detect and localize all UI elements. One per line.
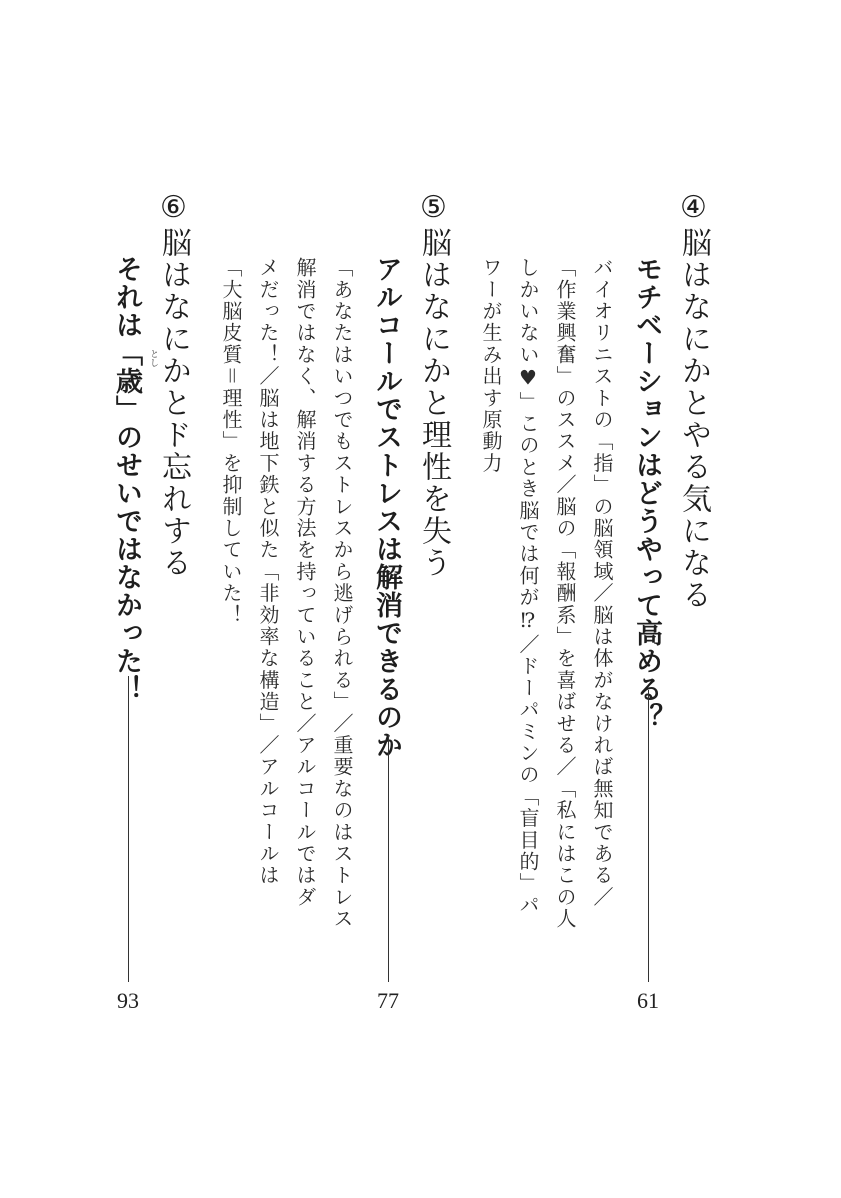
- chapter-6-title: ⑥脳はなにかとド忘れする: [156, 190, 191, 579]
- chapter-4-title: ④脳はなにかとやる気になる: [676, 190, 711, 611]
- chapter-4-description-line-1: バイオリニストの「指」の脳領域／脳は体がなければ無知である／: [590, 257, 614, 908]
- chapter-4-page-number: 61: [637, 988, 659, 1013]
- chapter-4-leader-rule: [648, 690, 649, 982]
- chapter-5-page-number: 77: [377, 988, 399, 1013]
- chapter-5-description-line-3: メだった！／脳は地下鉄と似た「非効率な構造」／アルコールは: [256, 257, 280, 887]
- chapter-5-title: ⑤脳はなにかと理性を失う: [416, 190, 451, 579]
- chapter-6-leader-rule: [128, 676, 129, 982]
- chapter-6-page-number: 93: [117, 988, 139, 1013]
- chapter-6-heading: それは「歳」のせいではなかった！: [111, 255, 142, 703]
- chapter-4-description-line-3: しかいない♥」このとき脳では何が⁉／ドーパミンの「盲目的」パ: [516, 257, 540, 916]
- chapter-4-heading: モチベーションはどうやって高める？: [631, 255, 662, 731]
- chapter-5-leader-rule: [388, 735, 389, 982]
- chapter-5-heading: アルコールでストレスは解消できるのか: [371, 255, 402, 759]
- chapter-5-description-line-4: 「大脳皮質＝理性」を抑制していた！: [219, 257, 243, 626]
- chapter-6-heading-ruby: とし: [148, 349, 158, 367]
- chapter-4-description-line-2: 「作業興奮」のススメ／脳の「報酬系」を喜ばせる／「私にはこの人: [553, 257, 577, 930]
- chapter-5-description-line-2: 解消ではなく、解消する方法を持っていること／アルコールではダ: [293, 257, 317, 908]
- chapter-4-description-line-4: ワーが生み出す原動力: [479, 257, 503, 474]
- chapter-5-description-line-1: 「あなたはいつでもストレスから逃げられる」／重要なのはストレス: [330, 257, 354, 930]
